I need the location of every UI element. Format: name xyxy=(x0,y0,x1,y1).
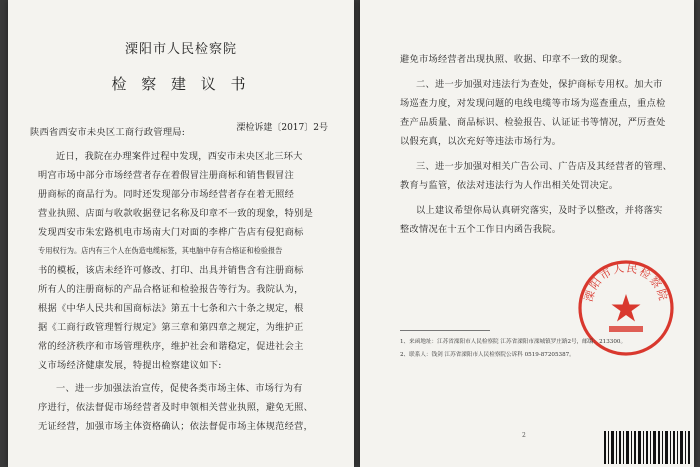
body-line: 序进行，依法督促市场经营者及时申领相关营业执照，避免无照、 xyxy=(38,402,314,413)
body-line: 二、进一步加强对违法行为查处，保护商标专用权。加大市 xyxy=(416,79,663,90)
body-line: 册商标的商品行为。同时还发现部分市场经营者存在着无照经 xyxy=(38,189,295,200)
body-line: 书的模板，该店未经许可修改、打印、出具并销售含有注册商标 xyxy=(38,265,304,276)
body-line: 据《工商行政管理暂行规定》第三章和第四章之规定，为维护正 xyxy=(38,322,304,333)
footnote-contact: 2、联系人：钱剑 江苏省溧阳市人民检察院公诉科 0519-87205387。 xyxy=(400,352,575,358)
body-line: 根据《中华人民共和国商标法》第五十七条和六十条之规定，根 xyxy=(38,303,304,314)
addressee: 陕西省西安市未央区工商行政管理局: xyxy=(30,127,186,138)
footnote-address: 1、来函地址：江苏省溧阳市人民检察院 江苏省溧阳市溧城镇罗庄路2号，邮编：213300。 xyxy=(400,339,627,345)
body-line: 查产品质量、商品标识、检验报告、认证证书等情况，严厉查处 xyxy=(400,117,666,128)
body-line: 明宫市场中部分市场经营者存在着假冒注册商标和销售假冒注 xyxy=(38,170,295,181)
body-line: 三、进一步加强对相关广告公司、广告店及其经营者的管理、 xyxy=(416,161,673,172)
right-page xyxy=(360,0,694,467)
body-line: 专用权行为。店内有三个人在伪造电缆标签，其电脑中存有合格证和检验报告 xyxy=(38,246,283,255)
body-line: 教育与监管，依法对违法行为人作出相关处罚决定。 xyxy=(400,180,619,191)
footnote-divider xyxy=(400,330,490,331)
body-line: 营业执照、店面与收款收据登记名称及印章不一致的现象，特别是 xyxy=(38,208,314,219)
body-line: 以假充真，以次充好等违法市场行为。 xyxy=(400,136,562,147)
seal-text: 溧阳市人民检察院 xyxy=(581,261,671,304)
body-line: 场巡查力度，对发现问题的电线电缆等市场为巡查重点，重点检 xyxy=(400,98,666,109)
document-type-title: 检 察 建 议 书 xyxy=(111,75,251,93)
body-line: 一、进一步加强法治宣传，促使各类市场主体、市场行为有 xyxy=(56,383,303,394)
left-page xyxy=(8,0,354,467)
body-line: 整改情况在十五个工作日内函告我院。 xyxy=(400,224,562,235)
body-line: 以上建议希望你局认真研究落实，及时予以整改，并将落实 xyxy=(416,205,663,216)
body-line: 发现西安市朱宏路机电市场南大门对面的李桦广告店有侵犯商标 xyxy=(38,227,304,238)
procuratorate-title: 溧阳市人民检察院 xyxy=(124,42,237,57)
body-line: 避免市场经营者出现执照、收据、印章不一致的现象。 xyxy=(400,54,628,65)
body-line: 常的经济秩序和市场管理秩序，维护社会和谐稳定，促进社会主 xyxy=(38,341,304,352)
body-line: 义市场经济健康发展，特提出检察建议如下: xyxy=(38,360,222,371)
body-line: 所有人的注册商标的产品合格证和检验报告等行为。我院认为， xyxy=(38,284,304,295)
page-number: 2 xyxy=(522,432,526,439)
body-line: 无证经营，加强市场主体资格确认；依法督促市场主体规范经营， xyxy=(38,421,314,432)
document-number: 溧检诉建〔2017〕2号 xyxy=(236,123,328,133)
barcode-icon xyxy=(600,428,694,467)
body-line: 近日，我院在办理案件过程中发现，西安市未央区北三环大 xyxy=(56,151,303,162)
